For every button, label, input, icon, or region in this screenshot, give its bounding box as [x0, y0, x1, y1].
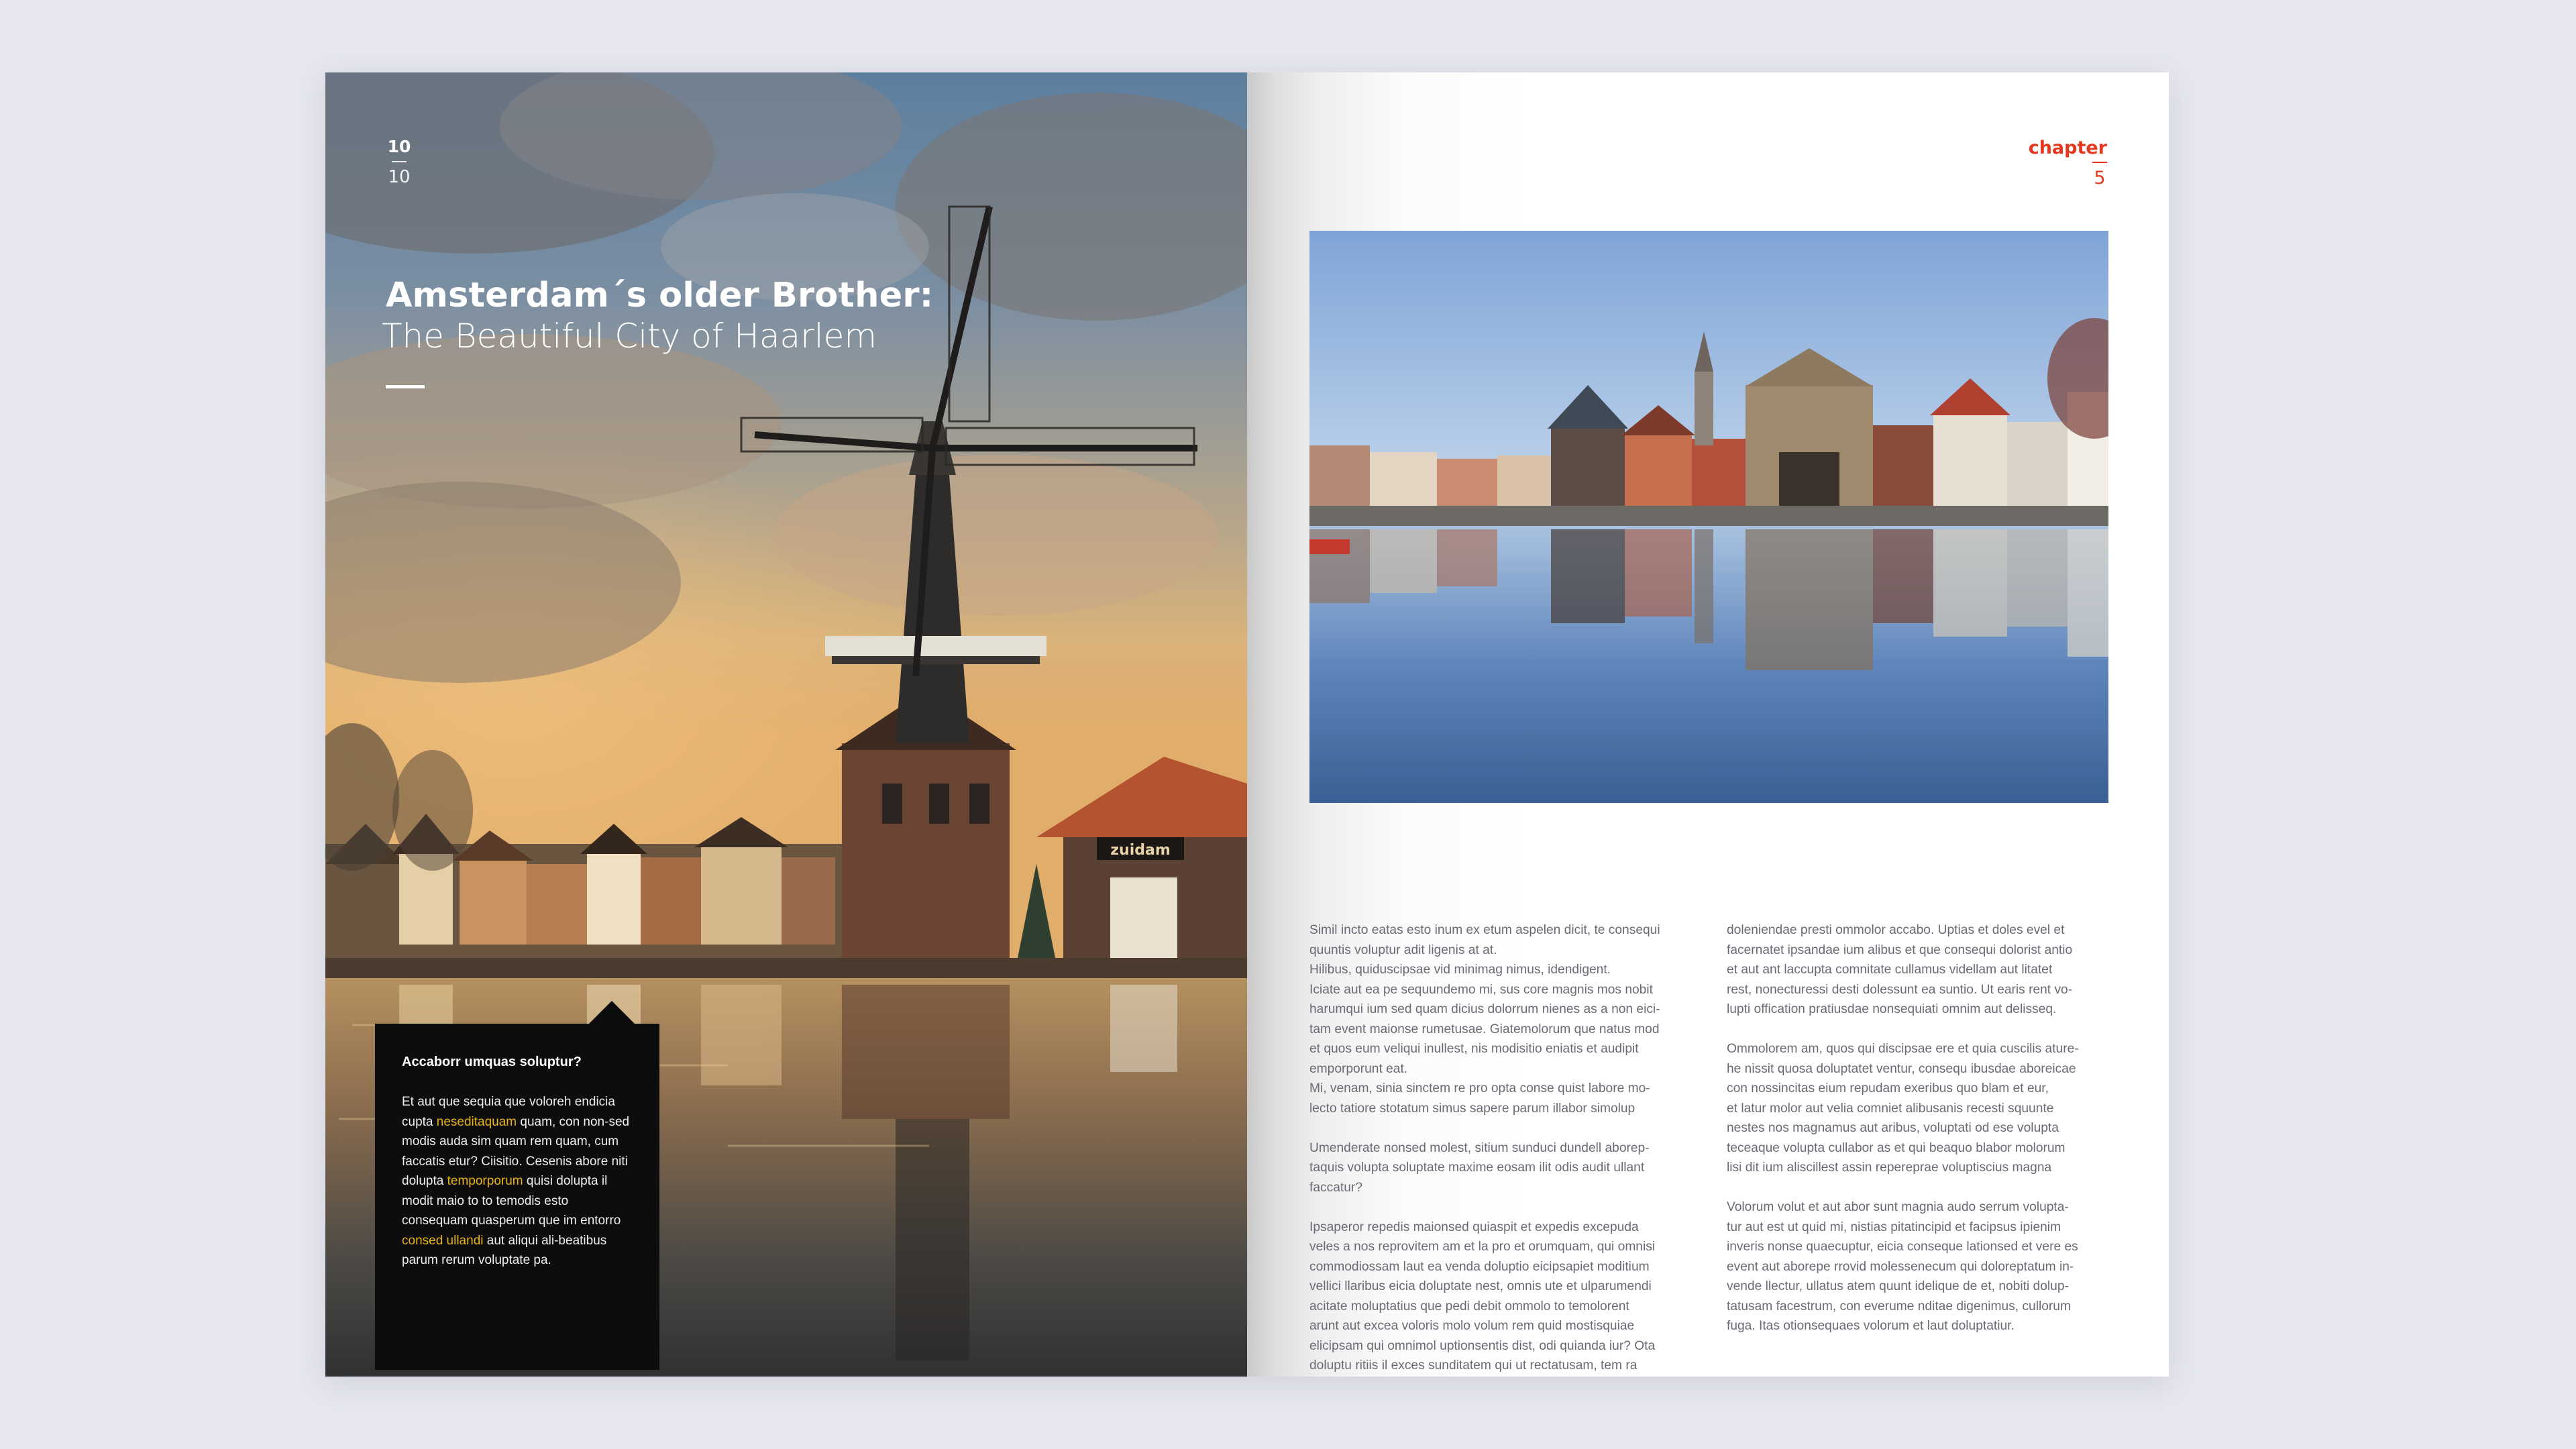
text-line: acitate moluptatius que pedi debit ommolo to temolorent — [1309, 1299, 1629, 1313]
text-line: veles a nos reprovitem am et la pro et orumquam, qui omnisi — [1309, 1240, 1656, 1254]
paragraph — [1727, 920, 2108, 1020]
callout-highlight: temporporum — [447, 1174, 523, 1188]
headline-subtitle: The Beautiful City of Haarlem — [382, 317, 877, 356]
text-line: harumqui ium sed quam dicius dolorrum nienes as a non eici- — [1309, 1002, 1660, 1016]
callout-text: quisi dolupta il modit maio to to temodis esto consequam quasperum que im entorro — [402, 1174, 621, 1228]
folio-divider — [392, 161, 407, 162]
right-page — [1247, 72, 2169, 1377]
text-line: lupti offication pratiusdae nonsequiati omnim aut delisseq. — [1727, 1002, 2057, 1016]
page-total: 10 — [388, 167, 411, 187]
text-line: et quos eum veliqui inullest, nis modisitio eniatis et audipit — [1309, 1042, 1639, 1056]
callout-text: aut aliqui ali-beatibus parum rerum voluptate pa. — [402, 1233, 607, 1267]
text-line: facernatet ipsandae ium alibus et que consequi dolorist antio — [1727, 943, 2073, 957]
text-line: Volorum volut et aut abor sunt magnia audo serrum volupta- — [1727, 1200, 2069, 1214]
text-line: arunt aut excea voloris molo volum rem quid mostisquiae — [1309, 1319, 1635, 1333]
text-line: commodiossam laut ea venda doluptio eicipsapiet moditium — [1309, 1259, 1650, 1274]
text-line: tam event maionse rumetusae. Giatemolorum que natus mod — [1309, 1022, 1660, 1036]
text-line: he nissit quosa doluptatet ventur, consequ ibusdae aboreicae — [1727, 1061, 2076, 1076]
paragraph — [1309, 1218, 1690, 1376]
paragraph — [1727, 1197, 2108, 1336]
callout-title: Accaborr umquas soluptur? — [402, 1055, 582, 1069]
paragraph — [1309, 920, 1690, 1118]
text-line: Umenderate nonsed molest, sitium sunduci dundell aborep- — [1309, 1140, 1650, 1155]
text-line: lecto tatiore stotatum simus sapere parum illabor simolup — [1309, 1101, 1635, 1116]
text-line: doleniendae presti ommolor accabo. Uptias et doles evel et — [1727, 923, 2065, 937]
text-line: quuntis voluptur adit ligenis at at. — [1309, 943, 1497, 957]
chapter-number: 5 — [2094, 168, 2106, 189]
paragraph — [1309, 1138, 1690, 1198]
text-line: tatusam facestrum, con everume nditae digenimus, cullorum — [1727, 1299, 2071, 1313]
text-line: faccatur? — [1309, 1180, 1362, 1195]
text-line: con nossincitas eium repudam exeribus quo blam et eur, — [1727, 1081, 2049, 1095]
headline-dash — [386, 385, 425, 388]
text-line: teceaque volupta cullabor as et qui beaquo blabor molorum — [1727, 1140, 2065, 1155]
text-line: elicipsam qui omnimol uptionsentis dist, odi quianda iur? Ota — [1309, 1338, 1656, 1353]
text-line: inveris nonse quaecuptur, eicia conseque lationsed et vere es — [1727, 1240, 2078, 1254]
text-line: taquis volupta soluptate maxime eosam ilit odis audit ullant — [1309, 1161, 1645, 1175]
magazine-spread — [325, 72, 2169, 1377]
paragraph — [1727, 1039, 2108, 1178]
callout-highlight: consed ullandi — [402, 1233, 484, 1248]
text-line: fuga. Itas otionsequaes volorum et laut doluptatiur. — [1727, 1319, 2015, 1333]
callout-notch — [589, 1001, 635, 1024]
text-column-1 — [1309, 920, 1690, 1376]
callout-box — [375, 1024, 659, 1370]
text-column-2 — [1727, 920, 2108, 1376]
chapter-divider — [2092, 162, 2107, 163]
text-line: vende llectur, ullatus atem quunt idelique de et, nobiti dolup- — [1727, 1279, 2069, 1293]
text-line: doluptu ritiis il exces sunditatem qui ut rectatusam, tem ra — [1309, 1358, 1638, 1373]
text-line: nestes nos magnamus aut aribus, voluptati od ese volupta — [1727, 1121, 2059, 1135]
text-line: Mi, venam, sinia sinctem re pro opta conse quist labore mo- — [1309, 1081, 1650, 1095]
text-line: Hilibus, quiduscipsae vid minimag nimus, idendigent. — [1309, 963, 1611, 977]
callout-text: quam, con non-sed modis auda sim quam rem quam, cum faccatis etur? Ciisitio. Cesenis abore niti dolupta — [402, 1114, 630, 1188]
text-line: event aut aborepe rrovid molessenecum qui doloreptatum in- — [1727, 1259, 2074, 1274]
canal-scene — [1309, 231, 2108, 803]
callout-body — [402, 1092, 633, 1271]
page-folio — [386, 136, 413, 188]
text-line: vellici llaribus eicia doluptate nest, omnis ute et ulparumendi — [1309, 1279, 1652, 1293]
text-line: lisi dit ium aliscillest assin repereprae voluptiscius magna — [1727, 1161, 2052, 1175]
text-line: et aut ant laccupta comnitate cullamus videllam aut litatet — [1727, 963, 2053, 977]
headline-title: Amsterdam´s older Brother: — [386, 276, 934, 315]
text-line: emporporunt eat. — [1309, 1061, 1408, 1076]
page-number: 10 — [387, 137, 411, 156]
canal-photo — [1309, 231, 2108, 803]
zuidam-sign: zuidam — [1110, 842, 1171, 859]
text-line: Ipsaperor repedis maionsed quiaspit et expedis excepuda — [1309, 1220, 1639, 1234]
article-columns — [1309, 920, 2108, 1376]
text-line: Simil incto eatas esto inum ex etum aspelen dicit, te consequi — [1309, 923, 1660, 937]
callout-highlight: neseditaquam — [436, 1114, 517, 1129]
left-page — [325, 72, 1247, 1377]
article-headline — [382, 275, 989, 388]
text-line: Iciate aut ea pe sequundemo mi, sus core magnis mos nobit — [1309, 982, 1653, 997]
chapter-marker — [2029, 137, 2107, 190]
text-line: Ommolorem am, quos qui discipsae ere et quia cuscilis ature- — [1727, 1042, 2079, 1056]
text-line: rest, nonecturessi desti dolessunt ea suntio. Ut earis rent vo- — [1727, 982, 2073, 997]
text-line: tur aut est ut quid mi, nistias pitatincipid et facipsus ipienim — [1727, 1220, 2061, 1234]
chapter-label: chapter — [2028, 138, 2107, 158]
callout-text: Et aut que sequia que voloreh endicia cupta — [402, 1095, 615, 1129]
text-line: et latur molor aut velia comniet alibusanis recesti squunte — [1727, 1101, 2054, 1116]
